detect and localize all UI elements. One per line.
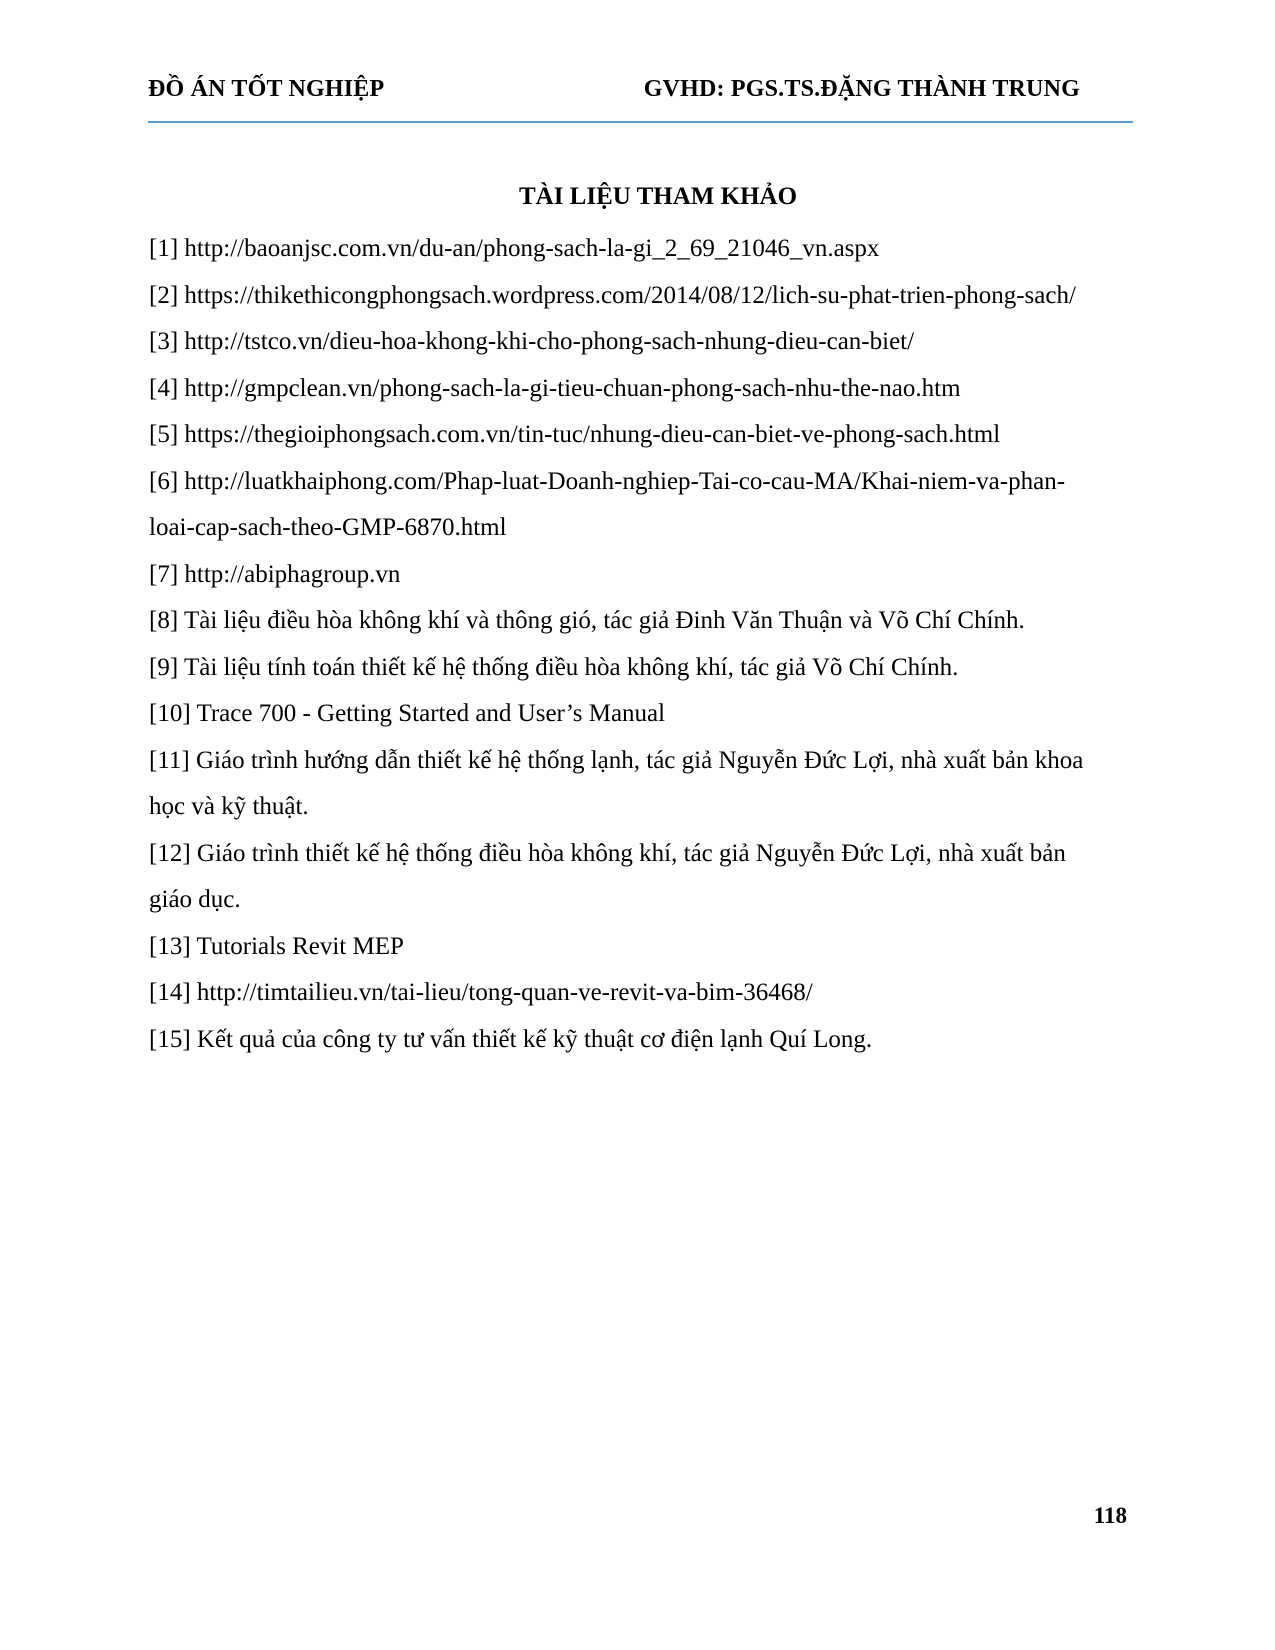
reference-item-2: [2] https://thikethicongphongsach.wordpress.com/2014/08/12/lich-su-phat-trien-phong-sach/	[149, 281, 1076, 309]
reference-item-11: [11] Giáo trình hướng dẫn thiết kế hệ thống lạnh, tác giả Nguyễn Đức Lợi, nhà xuất bản khoa học và kỹ thuật.	[149, 746, 1084, 820]
page-header	[148, 72, 1080, 112]
reference-item-3: [3] http://tstco.vn/dieu-hoa-khong-khi-cho-phong-sach-nhung-dieu-can-biet/	[149, 328, 915, 355]
reference-item-10: [10] Trace 700 - Getting Started and User’s Manual	[149, 700, 666, 727]
page-title: TÀI LIỆU THAM KHẢO	[518, 183, 798, 210]
header-thesis-label: ĐỒ ÁN TỐT NGHIỆP	[148, 76, 385, 102]
reference-item-5: [5] https://thegioiphongsach.com.vn/tin-tuc/nhung-dieu-can-biet-ve-phong-sach.html	[149, 421, 1001, 448]
page-number: 118	[1093, 1503, 1127, 1528]
reference-item-12: [12] Giáo trình thiết kế hệ thống điều hòa không khí, tác giả Nguyễn Đức Lợi, nhà xuất bản giáo dục.	[149, 839, 1066, 913]
reference-item-7: [7] http://abiphagroup.vn	[149, 560, 401, 588]
reference-list	[149, 226, 1109, 1063]
reference-item-8: [8] Tài liệu điều hòa không khí và thông gió, tác giả Đinh Văn Thuận và Võ Chí Chính.	[149, 607, 1025, 634]
reference-item-1: [1] http://baoanjsc.com.vn/du-an/phong-sach-la-gi_2_69_21046_vn.aspx	[149, 235, 880, 262]
header-divider	[148, 121, 1133, 123]
reference-item-6: [6] http://luatkhaiphong.com/Phap-luat-Doanh-nghiep-Tai-co-cau-MA/Khai-niem-va-phan-loai-cap-sach-theo-GMP-6870.html	[149, 467, 1066, 541]
reference-item-9: [9] Tài liệu tính toán thiết kế hệ thống điều hòa không khí, tác giả Võ Chí Chính.	[149, 653, 959, 681]
reference-item-15: [15] Kết quả của công ty tư vấn thiết kế kỹ thuật cơ điện lạnh Quí Long.	[149, 1025, 873, 1053]
reference-item-13: [13] Tutorials Revit MEP	[149, 932, 404, 960]
reference-item-14: [14] http://timtailieu.vn/tai-lieu/tong-quan-ve-revit-va-bim-36468/	[149, 979, 813, 1006]
reference-item-4: [4] http://gmpclean.vn/phong-sach-la-gi-tieu-chuan-phong-sach-nhu-the-nao.htm	[149, 374, 961, 402]
header-advisor-label: GVHD: PGS.TS.ĐẶNG THÀNH TRUNG	[643, 76, 1080, 102]
